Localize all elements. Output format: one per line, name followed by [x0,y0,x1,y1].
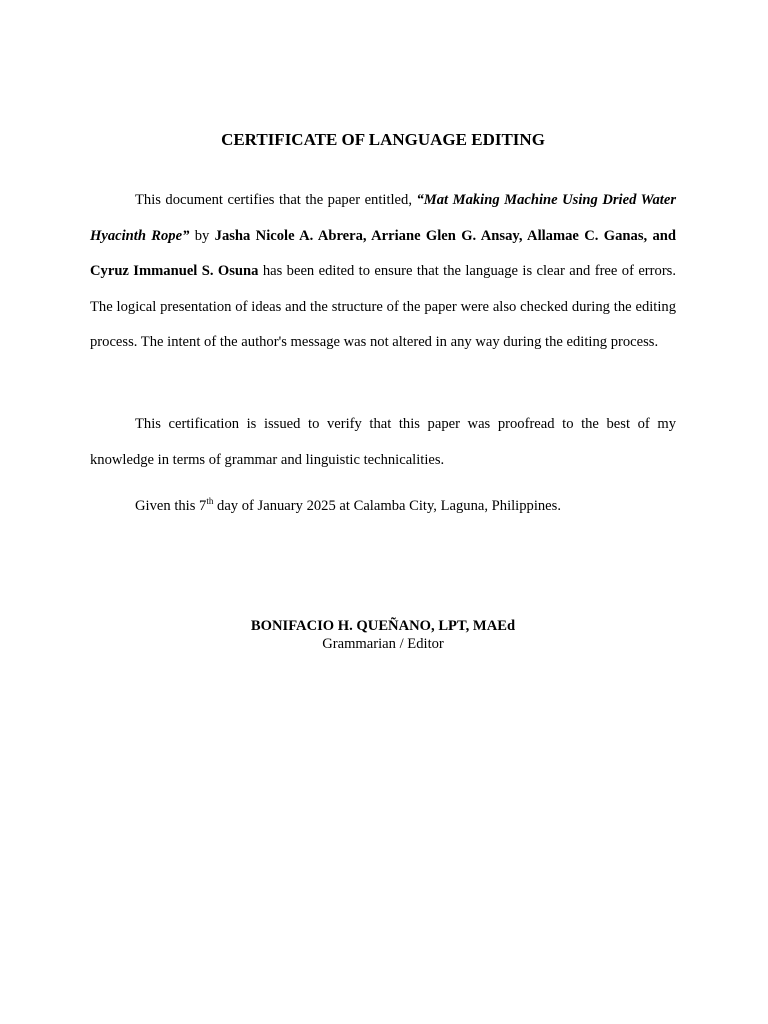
date-prefix: Given this 7 [135,498,207,514]
signatory-name: BONIFACIO H. QUEÑANO, LPT, MAEd [250,618,516,634]
signature-block [90,617,676,653]
author-names: Jasha Nicole A. Abrera, Arriane Glen G. Ansay, Allamae C. Ganas, and Cyruz Immanuel S. Osuna [90,227,677,280]
certification-paragraph [90,183,676,361]
verification-paragraph: This certification is issued to verify that this paper was proofread to the best of my knowledge in terms of grammar and linguistic technicalities. [90,416,676,468]
certification-body-text: has been edited to ensure that the language is clear and free of errors. The logical presentation of ideas and the structure of the paper were also checked during the editing process. The intent of the author's message was not altered in any way during the editing process. [90,263,677,351]
signatory-role: Grammarian / Editor [322,636,444,652]
date-place-paragraph [90,489,676,525]
intro-text: This document certifies that the paper entitled, [135,192,417,208]
date-suffix: day of January 2025 at Calamba City, Laguna, Philippines. [213,498,561,514]
ordinal-suffix: th [206,496,214,507]
by-text: by [189,227,215,244]
certificate-title: CERTIFICATE OF LANGUAGE EDITING [221,130,545,149]
paper-title: “Mat Making Machine Using Dried Water Hyacinth Rope” [90,192,676,244]
